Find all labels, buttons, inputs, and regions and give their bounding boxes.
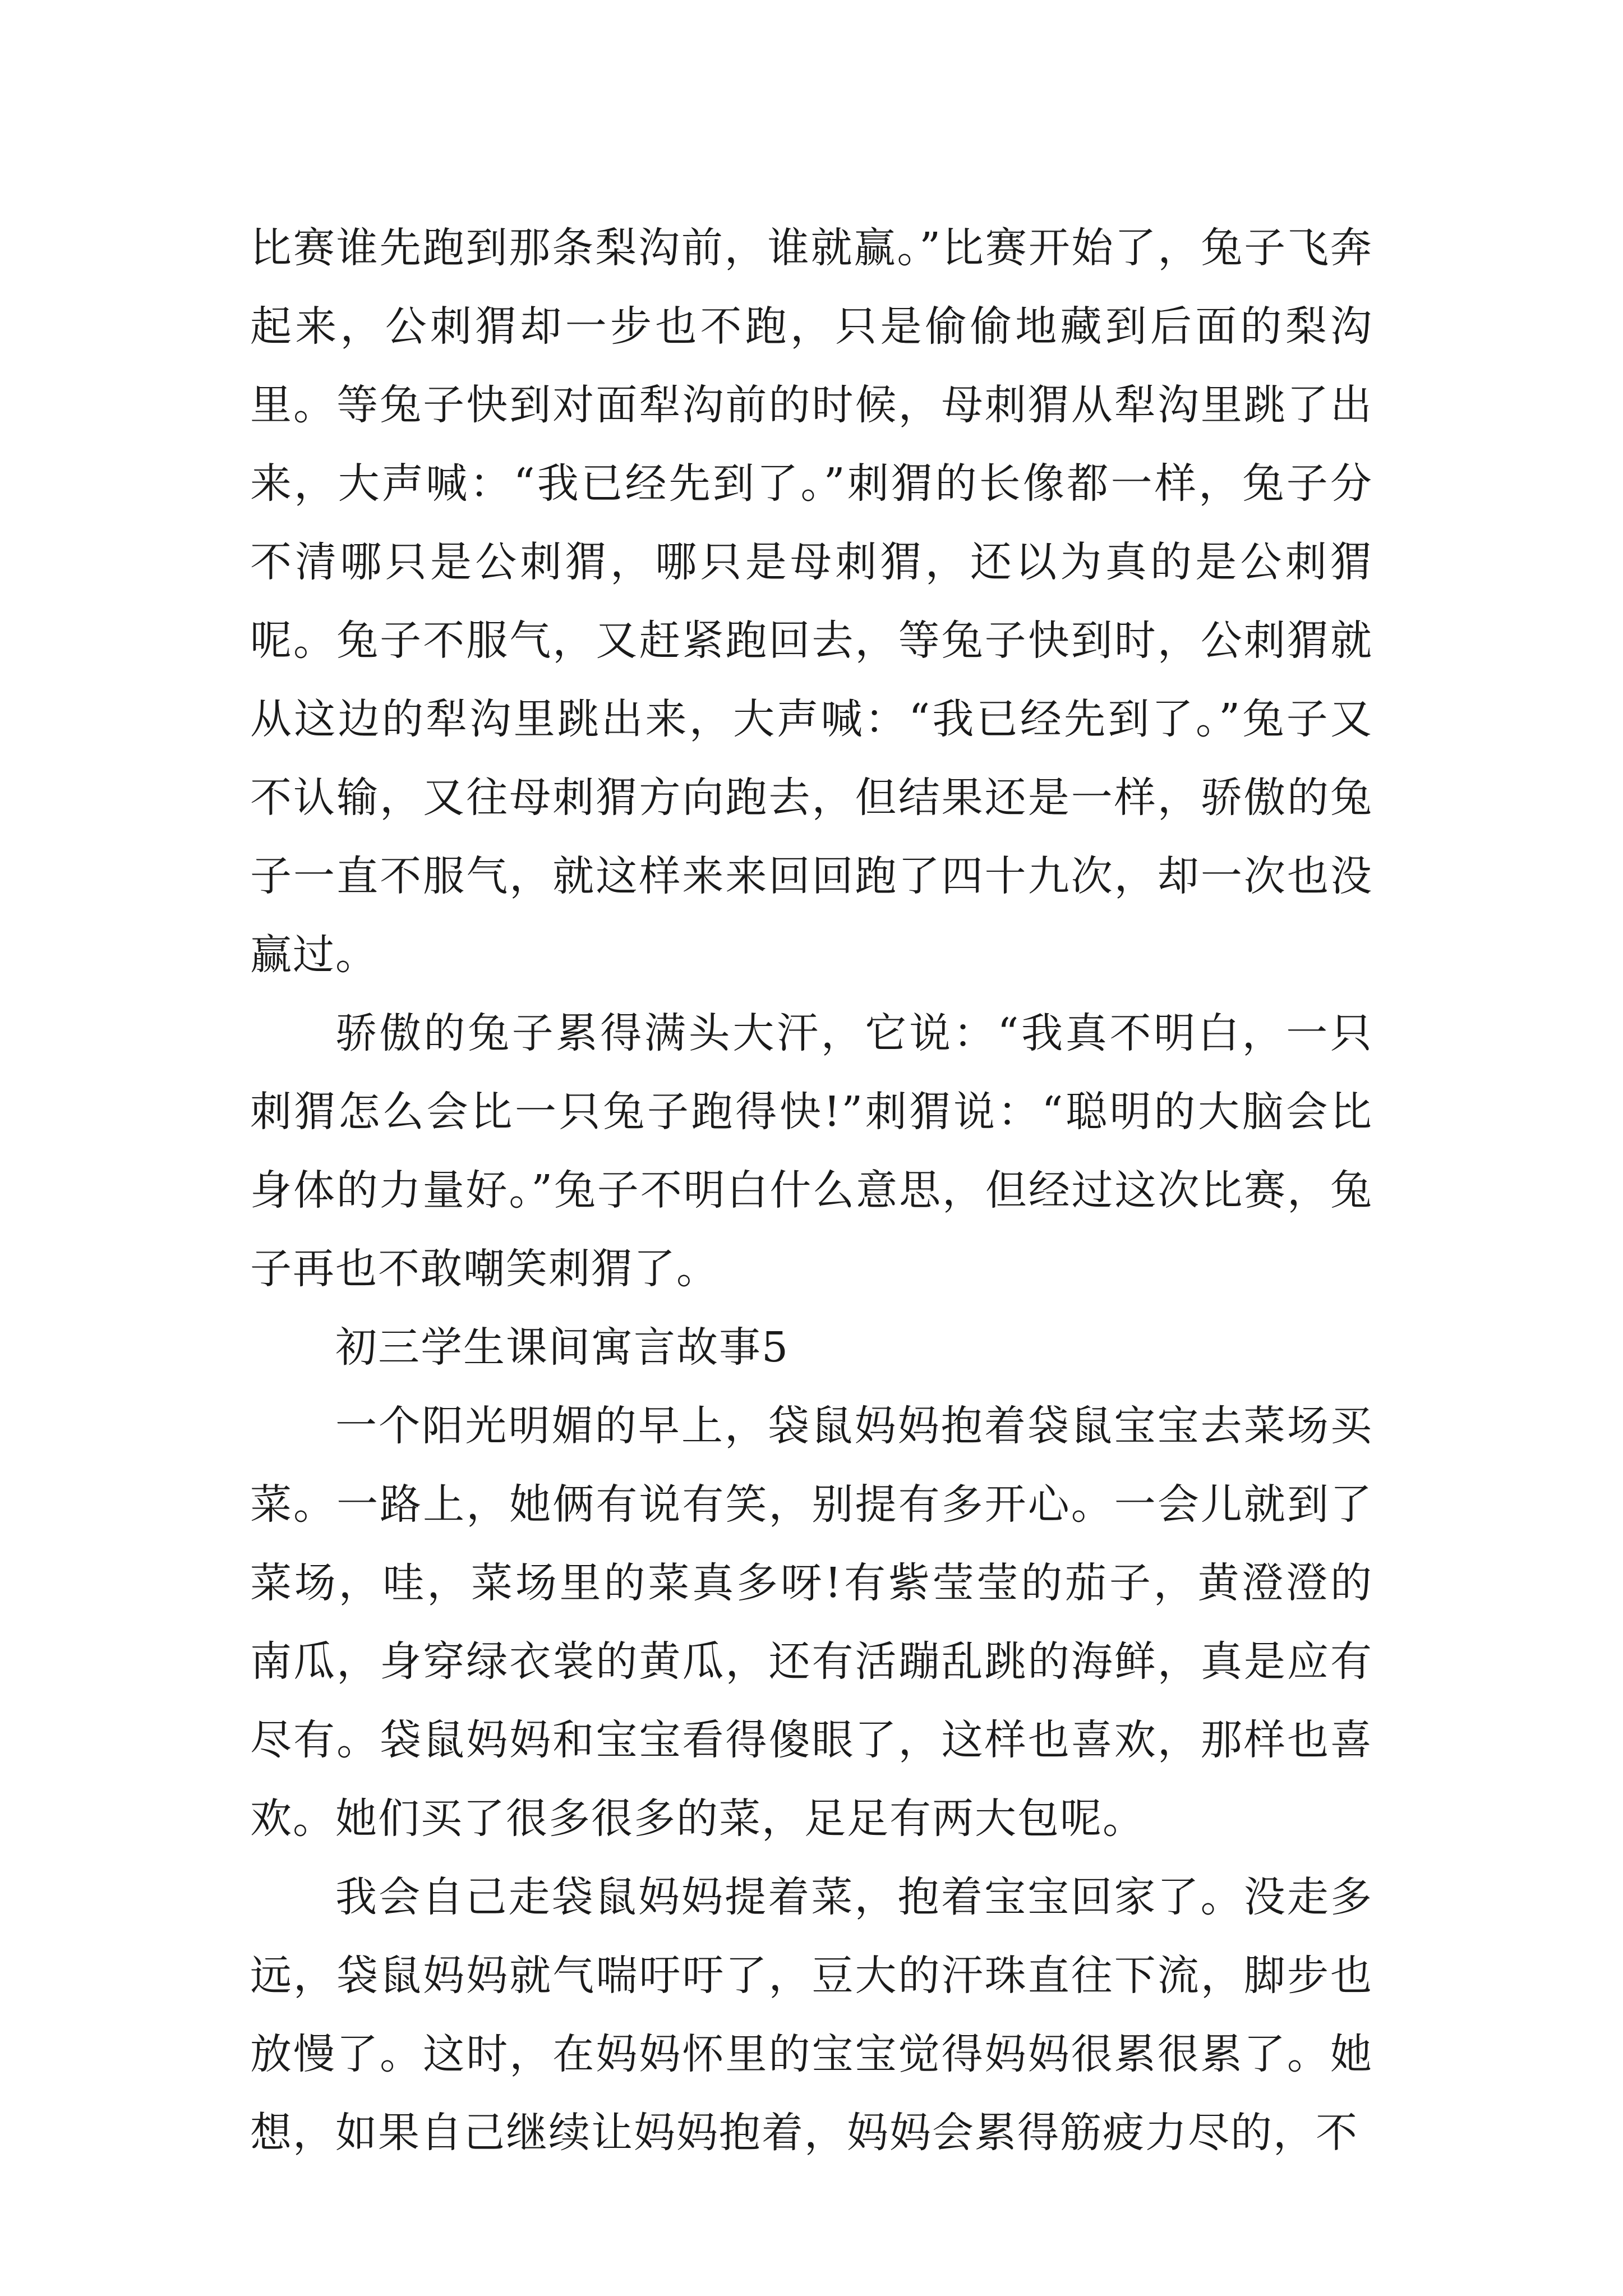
paragraph-race-continued: 比赛谁先跑到那条梨沟前，谁就赢。”比赛开始了，兔子飞奔起来，公刺猬却一步也不跑，只是偷偷地藏到后面的梨沟里。等兔子快到对面犁沟前的时候，母刺猬从犁沟里跳了出来，大声喊：“我已经先到了。”刺猬的长像都一样，兔子分不清哪只是公刺猬，哪只是母刺猬，还以为真的是公刺猬呢。兔子不服气，又赶紧跑回去，等兔子快到时，公刺猬就从这边的犁沟里跳出来，大声喊：“我已经先到了。”兔子又不认输，又往母刺猬方向跑去，但结果还是一样，骄傲的兔子一直不服气，就这样来来回回跑了四十九次，却一次也没赢过。 xyxy=(250,224,1373,979)
paragraph-tired-rabbit: 骄傲的兔子累得满头大汗，它说：“我真不明白，一只刺猬怎么会比一只兔子跑得快!”刺猬说：“聪明的大脑会比身体的力量好。”兔子不明白什么意思，但经过这次比赛，兔子再也不敢嘲笑刺猬了。 xyxy=(250,1009,1373,1293)
story-heading: 初三学生课间寓言故事5 xyxy=(335,1323,790,1372)
paragraph-kangaroo-market: 一个阳光明媚的早上，袋鼠妈妈抱着袋鼠宝宝去菜场买菜。一路上，她俩有说有笑，别提有多开心。一会儿就到了菜场，哇，菜场里的菜真多呀!有紫莹莹的茄子，黄澄澄的南瓜，身穿绿衣裳的黄瓜，还有活蹦乱跳的海鲜，真是应有尽有。袋鼠妈妈和宝宝看得傻眼了，这样也喜欢，那样也喜欢。她们买了很多很多的菜，足足有两大包呢。 xyxy=(250,1402,1373,1843)
paragraph-kangaroo-walk: 我会自己走袋鼠妈妈提着菜，抱着宝宝回家了。没走多远，袋鼠妈妈就气喘吁吁了，豆大的汗珠直往下流，脚步也放慢了。这时，在妈妈怀里的宝宝觉得妈妈很累很累了。她想，如果自己继续让妈妈抱着，妈妈会累得筋疲力尽的，不 xyxy=(250,1873,1373,2157)
document-body xyxy=(250,209,1373,2172)
